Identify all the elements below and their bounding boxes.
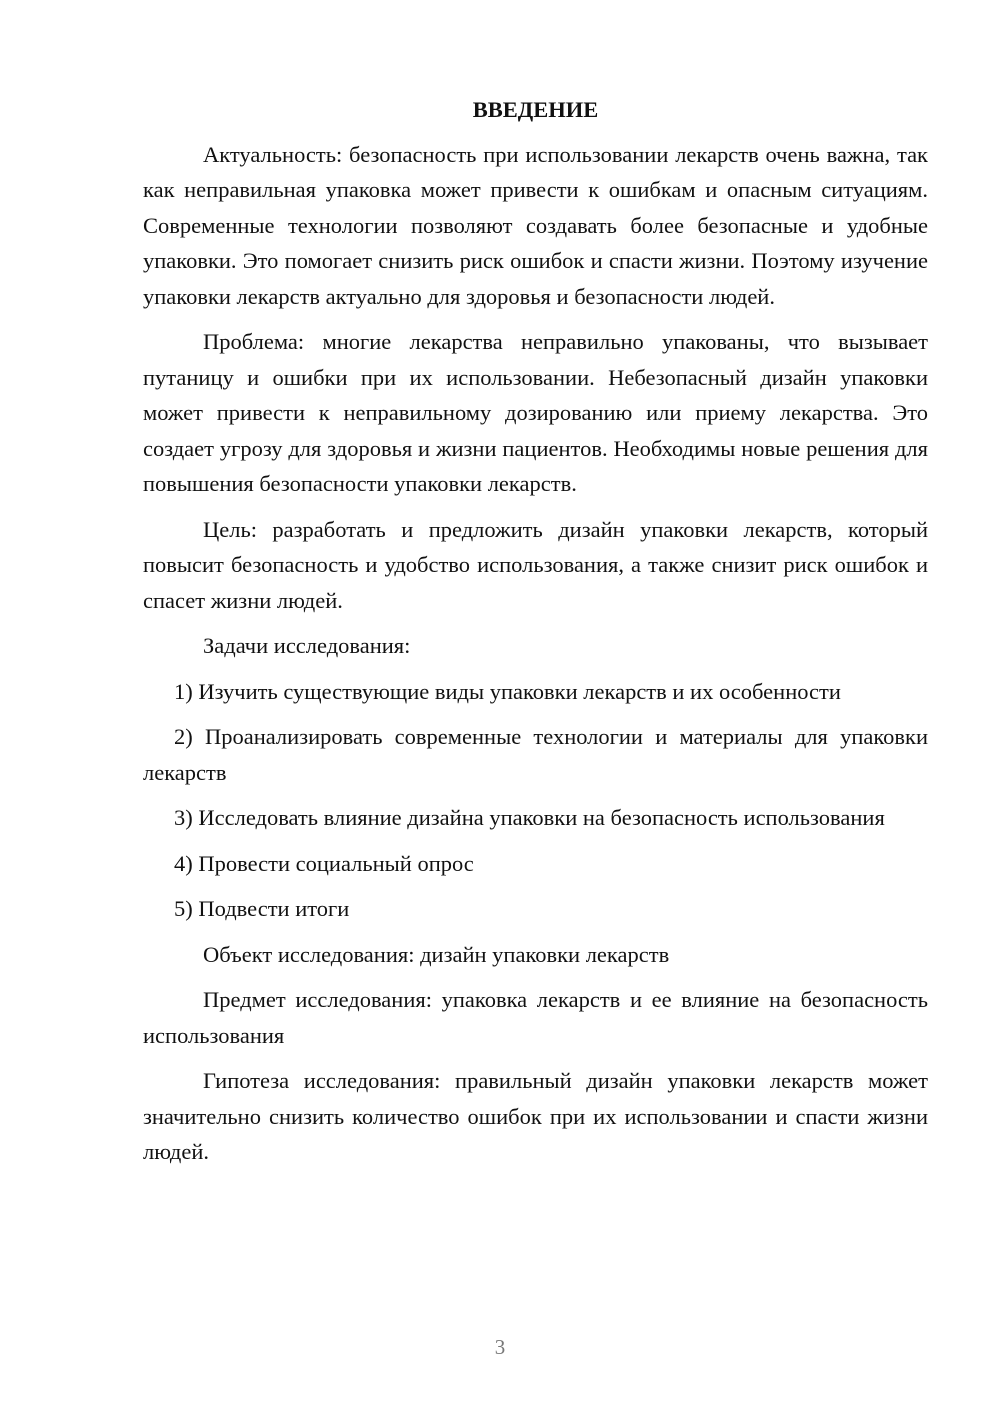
list-item: 5) Подвести итоги	[174, 896, 350, 921]
list-item: 2) Проанализировать современные технологии и материалы для упаковки лекарств	[143, 724, 928, 785]
page-title: ВВЕДЕНИЕ	[472, 97, 599, 122]
paragraph-problem: Проблема: многие лекарства неправильно упакованы, что вызывает путаницу и ошибки при их использовании. Небезопасный дизайн упаковки может привести к неправильному дозированию или приему лекарства. Это создает угрозу для здоровья и жизни пациентов. Необходимы новые решения для повышения безопасности упаковки лекарств.	[143, 329, 928, 496]
list-item: 1) Изучить существующие виды упаковки лекарств и их особенности	[174, 678, 841, 704]
tasks-heading: Задачи исследования:	[203, 633, 411, 658]
page-number: 3	[494, 1335, 506, 1359]
list-item: 3) Исследовать влияние дизайна упаковки на безопасность использования	[174, 805, 885, 830]
page-body	[143, 92, 928, 1180]
paragraph-object: Объект исследования: дизайн упаковки лекарств	[203, 941, 670, 967]
paragraph-relevance: Актуальность: безопасность при использовании лекарств очень важна, так как неправильная упаковка может привести к ошибкам и опасным ситуациям. Современные технологии позволяют создавать более безопасные и удобные упаковки. Это помогает снизить риск ошибок и спасти жизни. Поэтому изучение упаковки лекарств актуально для здоровья и безопасности людей.	[143, 141, 928, 309]
paragraph-hypothesis: Гипотеза исследования: правильный дизайн упаковки лекарств может значительно снизить количество ошибок при их использовании и спасти жизни людей.	[143, 1068, 928, 1164]
paragraph-subject: Предмет исследования: упаковка лекарств и ее влияние на безопасность использования	[143, 987, 928, 1048]
paragraph-goal: Цель: разработать и предложить дизайн упаковки лекарств, который повысит безопасность и удобство использования, а также снизит риск ошибок и спасет жизни людей.	[143, 516, 928, 613]
list-item: 4) Провести социальный опрос	[174, 850, 474, 876]
